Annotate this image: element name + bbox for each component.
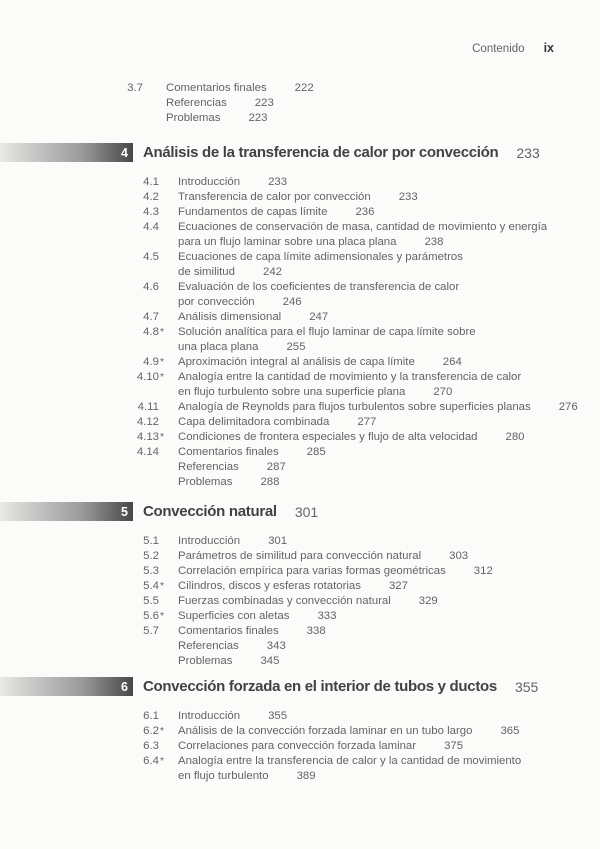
- section-title: Transferencia de calor por convección: [178, 191, 371, 203]
- toc-row-continuation: [125, 295, 600, 310]
- toc-row: [125, 175, 600, 190]
- toc-row-continuation: [125, 340, 600, 355]
- section-page-number: 301: [268, 535, 288, 547]
- section-number: 5.7: [143, 625, 159, 637]
- section-title: Correlación empírica para varias formas geométricas: [178, 565, 446, 577]
- section-page-number: 246: [282, 296, 302, 308]
- section-title: Evaluación de los coeficientes de transferencia de calor: [178, 281, 460, 293]
- section-page-number: 365: [500, 725, 520, 737]
- section-page-number: 303: [449, 550, 469, 562]
- section-page-number: 236: [355, 206, 375, 218]
- section-title: Parámetros de similitud para convección natural: [178, 550, 422, 562]
- toc-row: [125, 534, 600, 549]
- chapter-page-number: 233: [516, 144, 540, 161]
- section-number: 4.12: [136, 416, 159, 428]
- section-title: Comentarios finales: [166, 82, 267, 94]
- section-title: Fundamentos de capas límite: [178, 206, 328, 218]
- toc-row: [125, 549, 600, 564]
- toc-row: [125, 594, 600, 609]
- chapter-heading: [0, 143, 600, 162]
- section-page-number: 288: [260, 476, 280, 488]
- section-page-number: 277: [357, 416, 377, 428]
- toc-row: [125, 475, 600, 490]
- section-page-number: 222: [294, 82, 314, 94]
- section-title: por convección: [178, 296, 255, 308]
- section-number: 5.3: [143, 565, 159, 577]
- toc-row-continuation: [125, 265, 600, 280]
- chapter-number-bar: [0, 143, 133, 162]
- section-number: 4.13: [136, 431, 159, 443]
- page-folio: ix: [543, 41, 554, 55]
- section-title: Problemas: [178, 655, 233, 667]
- section-number: 4.5: [143, 251, 159, 263]
- section-number: 3.7: [127, 82, 143, 94]
- section-page-number: 389: [296, 770, 316, 782]
- section-page-number: 287: [266, 461, 286, 473]
- section-title: Superficies con aletas: [178, 610, 290, 622]
- section-page-number: 375: [444, 740, 464, 752]
- section-title: en flujo turbulento: [178, 770, 269, 782]
- toc-row-continuation: [125, 385, 600, 400]
- toc-row: [113, 111, 600, 126]
- section-title: Introducción: [178, 710, 241, 722]
- toc-row: [125, 654, 600, 669]
- running-header: [472, 41, 554, 55]
- section-number: 6.3: [143, 740, 159, 752]
- chapter-heading: [0, 502, 600, 521]
- toc-row: [125, 250, 600, 265]
- chapter-page-number: 301: [294, 503, 319, 520]
- toc-row: [113, 96, 600, 111]
- section-title: Referencias: [178, 461, 239, 473]
- chapter3-remainder: [113, 81, 600, 126]
- chapter-number: 6: [121, 679, 128, 694]
- chapter-number-bar: [0, 677, 133, 696]
- section-title: Análisis dimensional: [178, 311, 282, 323]
- section-page-number: 276: [558, 401, 578, 413]
- toc-row: [125, 325, 600, 340]
- toc-row: [125, 724, 600, 739]
- section-page-number: 285: [306, 446, 326, 458]
- toc-content: [0, 81, 600, 784]
- star-marker: *: [160, 580, 165, 592]
- chapter-title: Análisis de la transferencia de calor por convección: [143, 144, 499, 161]
- section-title: Fuerzas combinadas y convección natural: [178, 595, 391, 607]
- section-title: en flujo turbulento sobre una superficie plana: [178, 386, 406, 398]
- section-page-number: 270: [433, 386, 453, 398]
- section-number: 4.14: [136, 446, 159, 458]
- running-header-label: Contenido: [472, 43, 525, 55]
- section-number: 5.6: [143, 610, 159, 622]
- section-page-number: 333: [317, 610, 337, 622]
- toc-row: [125, 564, 600, 579]
- chapter-number: 5: [121, 504, 128, 519]
- section-page-number: 329: [418, 595, 438, 607]
- star-marker: *: [160, 725, 165, 737]
- chapter-number: 4: [121, 145, 128, 160]
- section-number: 4.1: [143, 176, 159, 188]
- toc-row-continuation: [125, 235, 600, 250]
- section-title: Referencias: [178, 640, 239, 652]
- section-number: 5.2: [143, 550, 159, 562]
- toc-row: [125, 739, 600, 754]
- section-title: Ecuaciones de conservación de masa, cantidad de movimiento y energía: [178, 221, 548, 233]
- section-title: una placa plana: [178, 341, 259, 353]
- toc-row: [125, 445, 600, 460]
- toc-row: [125, 400, 600, 415]
- section-page-number: 312: [473, 565, 493, 577]
- section-page-number: 343: [266, 640, 286, 652]
- section-title: Aproximación integral al análisis de capa límite: [178, 356, 415, 368]
- section-page-number: 238: [424, 236, 444, 248]
- chapter-title: Convección natural: [143, 503, 277, 520]
- section-title: Análisis de la convección forzada laminar en un tubo largo: [178, 725, 473, 737]
- star-marker: *: [160, 431, 165, 443]
- section-number: 4.10: [136, 371, 159, 383]
- section-title: para un flujo laminar sobre una placa plana: [178, 236, 397, 248]
- section-title: Condiciones de frontera especiales y flujo de alta velocidad: [178, 431, 478, 443]
- chapter-heading: [0, 677, 600, 696]
- section-number: 5.5: [143, 595, 159, 607]
- toc-row: [125, 460, 600, 475]
- toc-row: [125, 624, 600, 639]
- chapter-5: [0, 502, 600, 669]
- chapter-sections: [125, 175, 600, 490]
- section-number: 4.4: [143, 221, 159, 233]
- toc-row: [125, 190, 600, 205]
- toc-row: [125, 355, 600, 370]
- star-marker: *: [160, 371, 165, 383]
- section-page-number: 223: [248, 112, 268, 124]
- toc-row: [125, 609, 600, 624]
- chapter-6: [0, 677, 600, 784]
- chapter-4: [0, 143, 600, 490]
- toc-row: [125, 415, 600, 430]
- chapter-sections: [125, 534, 600, 669]
- section-number: 5.1: [143, 535, 159, 547]
- section-number: 4.7: [143, 311, 159, 323]
- toc-row: [113, 81, 600, 96]
- toc-row: [125, 754, 600, 769]
- section-title: Analogía de Reynolds para flujos turbulentos sobre superficies planas: [178, 401, 531, 413]
- section-page-number: 242: [262, 266, 282, 278]
- section-title: Comentarios finales: [178, 625, 279, 637]
- star-marker: *: [160, 610, 165, 622]
- section-title: Comentarios finales: [178, 446, 279, 458]
- section-number: 4.3: [143, 206, 159, 218]
- section-number: 4.6: [143, 281, 159, 293]
- section-page-number: 255: [286, 341, 306, 353]
- section-number: 4.11: [137, 401, 159, 413]
- section-title: de similitud: [178, 266, 235, 278]
- section-title: Introducción: [178, 176, 241, 188]
- section-page-number: 280: [505, 431, 525, 443]
- section-number: 4.2: [143, 191, 159, 203]
- section-number: 4.9: [143, 356, 159, 368]
- section-title: Problemas: [166, 112, 221, 124]
- toc-row: [125, 310, 600, 325]
- section-title: Introducción: [178, 535, 241, 547]
- toc-row: [125, 205, 600, 220]
- chapter-title: Convección forzada en el interior de tubos y ductos: [143, 678, 497, 695]
- toc-row: [125, 220, 600, 235]
- section-title: Problemas: [178, 476, 233, 488]
- star-marker: *: [160, 356, 165, 368]
- section-number: 6.2: [143, 725, 159, 737]
- section-number: 6.1: [143, 710, 159, 722]
- toc-row: [125, 280, 600, 295]
- section-title: Correlaciones para convección forzada laminar: [178, 740, 417, 752]
- toc-row: [125, 370, 600, 385]
- section-page-number: 233: [268, 176, 288, 188]
- star-marker: *: [160, 755, 165, 767]
- section-number: 5.4: [143, 580, 159, 592]
- section-page-number: 264: [442, 356, 462, 368]
- section-page-number: 338: [306, 625, 326, 637]
- section-page-number: 345: [260, 655, 280, 667]
- toc-row: [125, 430, 600, 445]
- section-title: Solución analítica para el flujo laminar de capa límite sobre: [178, 326, 476, 338]
- section-page-number: 327: [388, 580, 408, 592]
- toc-row-continuation: [125, 769, 600, 784]
- section-page-number: 355: [268, 710, 288, 722]
- section-title: Analogía entre la transferencia de calor y la cantidad de movimiento: [178, 755, 522, 767]
- toc-row: [125, 709, 600, 724]
- toc-row: [125, 579, 600, 594]
- section-title: Analogía entre la cantidad de movimiento y la transferencia de calor: [178, 371, 522, 383]
- section-title: Ecuaciones de capa límite adimensionales y parámetros: [178, 251, 463, 263]
- section-page-number: 233: [398, 191, 418, 203]
- section-title: Cilindros, discos y esferas rotatorias: [178, 580, 361, 592]
- chapter-number-bar: [0, 502, 133, 521]
- section-number: 6.4: [143, 755, 159, 767]
- section-title: Referencias: [166, 97, 227, 109]
- chapter-page-number: 355: [514, 678, 539, 695]
- section-page-number: 247: [309, 311, 329, 323]
- section-number: 4.8: [143, 326, 159, 338]
- toc-row: [125, 639, 600, 654]
- section-page-number: 223: [254, 97, 274, 109]
- section-title: Capa delimitadora combinada: [178, 416, 330, 428]
- star-marker: *: [160, 326, 165, 338]
- chapter-sections: [125, 709, 600, 784]
